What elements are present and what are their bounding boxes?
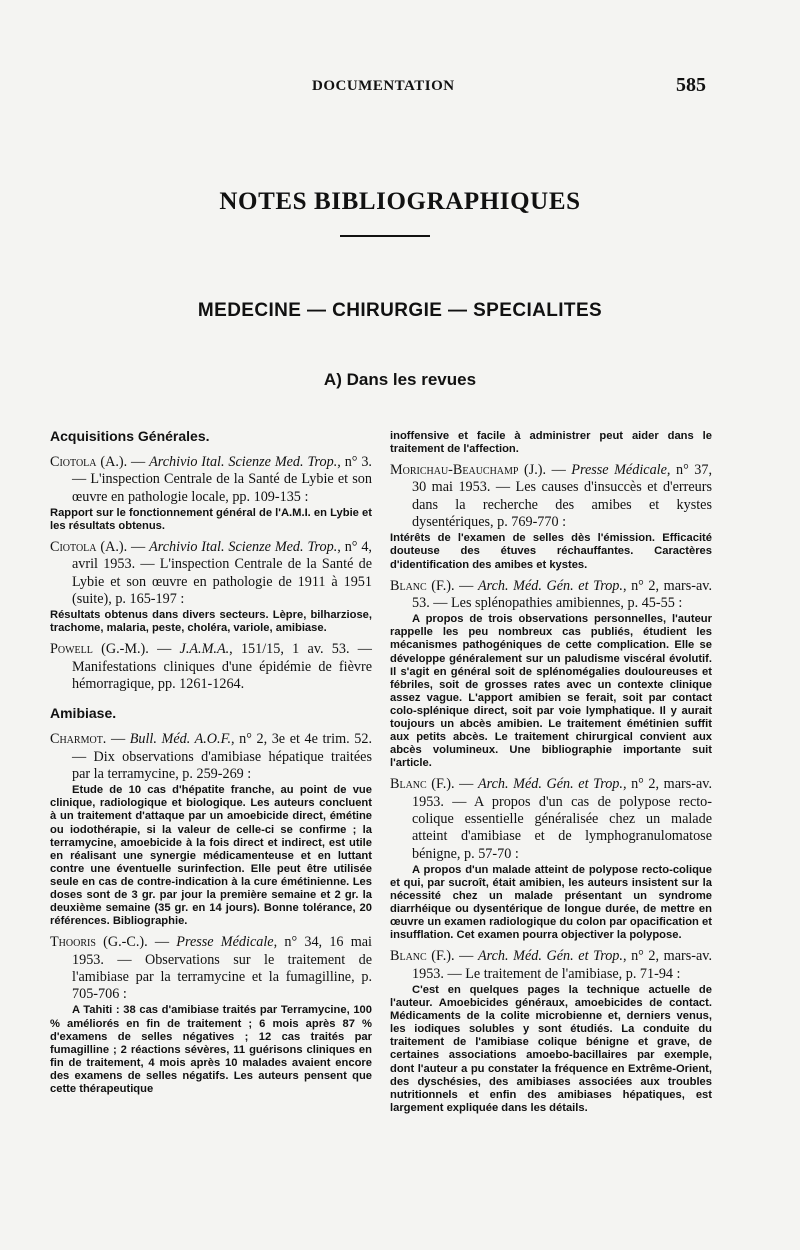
citation-entry: Blanc (F.). — Arch. Méd. Gén. et Trop., n° 2, mars-av. 53. — Les splénopathies amibiennes, p. 45-55 : (390, 577, 712, 611)
page-number: 585 (676, 74, 706, 96)
citation-note: Résultats obtenus dans divers secteurs. Lèpre, bilharziose, trachome, malaria, peste, choléra, variole, amibiase. (50, 609, 372, 635)
right-column (390, 430, 712, 1121)
citation-details: , n° 4, avril 1953. — L'inspection Centrale de la Santé de Lybie et son œuvre en pathologie de 1911 à 1951 (suite), p. 165-197 : (72, 539, 372, 607)
citation-journal: Arch. Méd. Gén. et Trop. (477, 948, 623, 965)
citation-author: Thooris (G.-C.). (50, 934, 148, 951)
citation-note: A propos de trois observations personnelles, l'auteur rappelle les peu nombreux cas publiés, étudient les mécanismes pathogéniques de cette complication. Elle se développe généralement sur un paludisme viscéral évolutif. Il s'agit en général soit de splénomégalies douloureuses et fébriles, soit de grosses rates avec un contexte clinique assez vague. L'apport amibien se ferait, soit par contact colo-splénique direct, soit par voie lymphatique. Il y aurait toujours un abcès amibien. Le traitement émétinien suffit aux petits abcès. Le traitement chirurgical convient aux abcès volumineux. Une bibliographie importante suit l'article. (390, 613, 712, 770)
citation-details: , 151/15, 1 av. 53. — Manifestations cliniques d'une épidémie de fièvre hémorragique, pp. 1261-1264. (72, 641, 372, 693)
title-rule (340, 235, 430, 237)
citation-entry: Ciotola (A.). — Archivio Ital. Scienze Med. Trop., n° 4, avril 1953. — L'inspection Centrale de la Santé de Lybie et son œuvre en pathologie de 1911 à 1951 (suite), p. 165-197 : (50, 539, 372, 607)
citation-details: , n° 37, 30 mai 1953. — Les causes d'insuccès et d'erreurs dans la recherche des amibes et kystes dysentériques, p. 769-770 : (412, 462, 712, 531)
citation-author: Blanc (F.). (390, 776, 455, 793)
citation-author: Blanc (F.). (390, 948, 455, 965)
section-title: MEDECINE — CHIRURGIE — SPECIALITES (197, 300, 603, 321)
citation-journal: Arch. Méd. Gén. et Trop. (477, 776, 623, 793)
citation-details: , n° 2, mars-av. 1953. — Le traitement de l'amibiase, p. 71-94 : (412, 948, 712, 982)
citation-note: C'est en quelques pages la technique actuelle de l'auteur. Amoebicides généraux, amoebicides de contact. Médicaments de la colite microbienne et, derniers venus, les iodiques solubles y sont étudiés. La conduite du traitement de l'amibiase colique bénigne et grave, de certaines associations amoebo-bacillaires par exemple, dont l'auteur a pu constater la fréquence en Extrême-Orient, des dyschésies, des amibiases associées aux troubles nutritionnels et enfin des amibiases hépatiques, est largement expliquée dans les détails. (390, 984, 712, 1114)
citation-author: Charmot. (50, 731, 107, 748)
citation-author: Blanc (F.). (390, 577, 455, 594)
citation-journal: Archivio Ital. Scienze Med. Trop. (149, 454, 338, 470)
citation-details: , n° 3. — L'inspection Centrale de la Santé de Lybie et son œuvre en pathologie locale, pp. 109-135 : (72, 454, 372, 505)
citation-note: Intérêts de l'examen de selles dès l'émission. Efficacité douteuse des étuves réchauffantes. Caractères d'identification des amibes et kystes. (390, 532, 712, 571)
citation-author: Ciotola (A.). (50, 539, 128, 556)
citation-journal: Bull. Méd. A.O.F. (129, 731, 231, 748)
citation-note: A Tahiti : 38 cas d'amibiase traités par Terramycine, 100 % améliorés en fin de traitement ; 6 mois après 87 % d'examens de selles négatives ; 12 cas traités par fumagilline ; 2 réactions sévères, 11 guérisons cliniques en fin de traitement, 4 mois après 10 malades avaient encore des examens de selles négatifs. Les auteurs pensent que cette thérapeutique (50, 1004, 372, 1096)
citation-entry: Powell (G.-M.). — J.A.M.A., 151/15, 1 av. 53. — Manifestations cliniques d'une épidémie de fièvre hémorragique, pp. 1261-1264. (50, 641, 372, 693)
subsection-title: A) Dans les revues (323, 370, 477, 389)
citation-journal: Arch. Méd. Gén. et Trop. (477, 577, 623, 594)
running-head (0, 74, 800, 100)
citation-entry: Ciotola (A.). — Archivio Ital. Scienze Med. Trop., n° 3. — L'inspection Centrale de la Santé de Lybie et son œuvre en pathologie locale, pp. 109-135 : (50, 454, 372, 505)
citation-journal: Archivio Ital. Scienze Med. Trop. (149, 539, 338, 556)
citation-author: Ciotola (A.). (50, 454, 128, 470)
citation-entry: Morichau-Beauchamp (J.). — Presse Médicale, n° 37, 30 mai 1953. — Les causes d'insuccès et d'erreurs dans la recherche des amibes et kystes dysentériques, p. 769-770 : (390, 462, 712, 531)
citation-author: Morichau-Beauchamp (J.). (390, 462, 547, 479)
citation-note: A propos d'un malade atteint de polypose recto-colique et qui, par sucroît, était amibien, les auteurs insistent sur la nécessité chez un malade présentant un syndrome diarrhéique ou dysentérique de longue durée, de mettre en œuvre un examen radiologique du colon par opacification et insufflation. Cet examen pourra objectiver la polypose. (390, 863, 712, 942)
citation-entry: Blanc (F.). — Arch. Méd. Gén. et Trop., n° 2, mars-av. 1953. — Le traitement de l'amibiase, p. 71-94 : (390, 948, 712, 982)
heading-acquisitions: Acquisitions Générales. (50, 428, 210, 444)
citation-entry: Thooris (G.-C.). — Presse Médicale, n° 34, 16 mai 1953. — Observations sur le traitement de l'amibiase par la terramycine et la fumagilline, p. 705-706 : (50, 934, 373, 1003)
heading-amibiase: Amibiase. (50, 705, 117, 722)
citation-journal: Presse Médicale (176, 934, 274, 951)
main-title: NOTES BIBLIOGRAPHIQUES (219, 188, 581, 215)
citation-note: Rapport sur le fonctionnement général de l'A.M.I. en Lybie et les résultats obtenus. (50, 506, 372, 532)
citation-details: , n° 2, mars-av. 1953. — A propos d'un cas de polypose recto-colique essentielle généralisée chez un malade atteint d'amibiase et de lymphogranulomatose bénigne, p. 57-70 : (412, 776, 712, 862)
left-column (50, 428, 372, 1102)
citation-entry: Charmot. — Bull. Méd. A.O.F., n° 2, 3e et 4e trim. 52. — Dix observations d'amibiase hépatique traitées par la terramycine, p. 259-269 : (50, 731, 373, 782)
citation-details: , n° 34, 16 mai 1953. — Observations sur le traitement de l'amibiase par la terramycine et la fumagilline, p. 705-706 : (72, 934, 373, 1003)
citation-journal: J.A.M.A. (179, 641, 230, 658)
citation-details: , n° 2, mars-av. 53. — Les splénopathies amibiennes, p. 45-55 : (412, 577, 712, 611)
citation-entry: Blanc (F.). — Arch. Méd. Gén. et Trop., n° 2, mars-av. 1953. — A propos d'un cas de polypose recto-colique essentielle généralisée chez un malade atteint d'amibiase et de lymphogranulomatose bénigne, p. 57-70 : (390, 776, 712, 862)
citation-author: Powell (G.-M.). (50, 641, 149, 658)
continued-note: inoffensive et facile à administrer peut aider dans le traitement de l'affection. (390, 430, 712, 456)
citation-note: Etude de 10 cas d'hépatite franche, au point de vue clinique, radiologique et biologique. Les auteurs concluent à un traitement d'attaque par un amoebicide direct, émétine ou iodothérapie, si la valeur de celle-ci se confirme ; la terramycine, amoebicide à la fois direct et indirect, est utile en réalisant une synergie médicamenteuse et en luttant contre une éventuelle surinfection. Elle peut être utilisée seule en cas de contre-indication à la cure émétinienne. Les doses sont de 3 gr. par jour la première semaine et 2 gr. la deuxième semaine (35 gr. en 14 jours). Bonne tolérance, 20 références. Bibliographie. (50, 784, 372, 928)
running-title: DOCUMENTATION (312, 78, 455, 94)
citation-details: , n° 2, 3e et 4e trim. 52. — Dix observations d'amibiase hépatique traitées par la terramycine, p. 259-269 : (72, 731, 373, 782)
citation-journal: Presse Médicale (571, 462, 667, 479)
